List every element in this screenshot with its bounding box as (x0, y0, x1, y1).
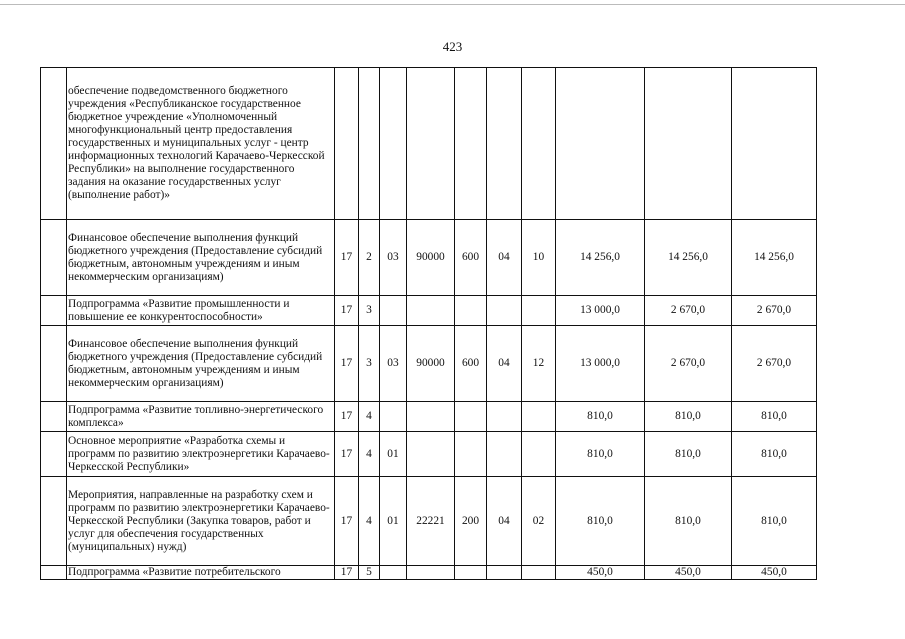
scan-edge-line (0, 4, 905, 5)
amount-year-1: 14 256,0 (556, 220, 645, 296)
code-ministry: 17 (335, 402, 359, 432)
index-cell (41, 220, 67, 296)
code-program (359, 68, 380, 220)
code-expense-type: 200 (455, 477, 487, 566)
code-program: 4 (359, 432, 380, 477)
amount-year-3: 14 256,0 (732, 220, 817, 296)
code-section: 04 (487, 326, 522, 402)
code-direction: 90000 (407, 326, 455, 402)
code-direction (407, 68, 455, 220)
code-expense-type: 600 (455, 220, 487, 296)
code-subsection: 02 (522, 477, 556, 566)
amount-year-2: 810,0 (645, 477, 732, 566)
amount-year-3: 810,0 (732, 477, 817, 566)
row-name: Основное мероприятие «Разработка схемы и программ по развитию электроэнергетики Карачаево-Черкесской Республики» (67, 432, 335, 477)
code-program: 3 (359, 326, 380, 402)
amount-year-1: 810,0 (556, 432, 645, 477)
amount-year-1: 810,0 (556, 402, 645, 432)
code-expense-type (455, 566, 487, 580)
code-section: 04 (487, 220, 522, 296)
amount-year-3: 450,0 (732, 566, 817, 580)
amount-year-1 (556, 68, 645, 220)
code-event (380, 296, 407, 326)
code-program: 4 (359, 477, 380, 566)
code-expense-type (455, 296, 487, 326)
code-direction (407, 296, 455, 326)
amount-year-3: 2 670,0 (732, 326, 817, 402)
code-ministry: 17 (335, 432, 359, 477)
code-event (380, 68, 407, 220)
row-name: Финансовое обеспечение выполнения функций бюджетного учреждения (Предоставление субсидий бюджетным, автономным учреждениям и иным некоммерческим организациям) (67, 326, 335, 402)
code-event (380, 566, 407, 580)
row-name: Подпрограмма «Развитие потребительского (67, 566, 335, 580)
code-direction (407, 402, 455, 432)
code-expense-type: 600 (455, 326, 487, 402)
code-subsection (522, 402, 556, 432)
table-row (41, 296, 817, 326)
amount-year-3: 810,0 (732, 402, 817, 432)
code-section: 04 (487, 477, 522, 566)
code-expense-type (455, 402, 487, 432)
amount-year-2: 14 256,0 (645, 220, 732, 296)
code-program: 5 (359, 566, 380, 580)
index-cell (41, 402, 67, 432)
code-program: 4 (359, 402, 380, 432)
index-cell (41, 296, 67, 326)
table-row (41, 477, 817, 566)
code-event: 01 (380, 432, 407, 477)
code-event (380, 402, 407, 432)
index-cell (41, 68, 67, 220)
table-row (41, 326, 817, 402)
table-row (41, 220, 817, 296)
code-ministry: 17 (335, 477, 359, 566)
code-subsection: 10 (522, 220, 556, 296)
table-row (41, 432, 817, 477)
budget-table (40, 67, 817, 580)
amount-year-3 (732, 68, 817, 220)
amount-year-2: 450,0 (645, 566, 732, 580)
amount-year-2 (645, 68, 732, 220)
amount-year-3: 2 670,0 (732, 296, 817, 326)
index-cell (41, 566, 67, 580)
code-section (487, 296, 522, 326)
code-program: 3 (359, 296, 380, 326)
table-row (41, 402, 817, 432)
code-ministry: 17 (335, 220, 359, 296)
row-name: обеспечение подведомственного бюджетного учреждения «Республиканское государственное бюджетное учреждение «Уполномоченный многофункциональный центр предоставления государственных и муниципальных услуг - центр информационных технологий Карачаево-Черкесской Республики» на выполнение государственного задания на оказание государственных услуг (выполнение работ)» (67, 68, 335, 220)
amount-year-1: 13 000,0 (556, 296, 645, 326)
code-direction (407, 566, 455, 580)
code-expense-type (455, 432, 487, 477)
code-section (487, 68, 522, 220)
index-cell (41, 326, 67, 402)
code-subsection: 12 (522, 326, 556, 402)
index-cell (41, 477, 67, 566)
code-subsection (522, 432, 556, 477)
row-name: Финансовое обеспечение выполнения функций бюджетного учреждения (Предоставление субсидий бюджетным, автономным учреждениям и иным некоммерческим организациям) (67, 220, 335, 296)
code-subsection (522, 296, 556, 326)
code-expense-type (455, 68, 487, 220)
amount-year-3: 810,0 (732, 432, 817, 477)
code-direction (407, 432, 455, 477)
amount-year-2: 2 670,0 (645, 326, 732, 402)
code-section (487, 402, 522, 432)
row-name: Мероприятия, направленные на разработку схем и программ по развитию электроэнергетики Карачаево-Черкесской Республики (Закупка товаров, работ и услуг для обеспечения государственных (муниципальных) нужд) (67, 477, 335, 566)
row-name: Подпрограмма «Развитие промышленности и повышение ее конкурентоспособности» (67, 296, 335, 326)
page-number: 423 (442, 39, 463, 54)
code-direction: 90000 (407, 220, 455, 296)
amount-year-1: 450,0 (556, 566, 645, 580)
code-program: 2 (359, 220, 380, 296)
code-event: 03 (380, 326, 407, 402)
code-subsection (522, 68, 556, 220)
code-section (487, 432, 522, 477)
amount-year-2: 810,0 (645, 402, 732, 432)
amount-year-2: 2 670,0 (645, 296, 732, 326)
table-row (41, 566, 817, 580)
code-ministry: 17 (335, 296, 359, 326)
code-subsection (522, 566, 556, 580)
code-event: 03 (380, 220, 407, 296)
code-ministry: 17 (335, 566, 359, 580)
code-ministry: 17 (335, 326, 359, 402)
amount-year-1: 810,0 (556, 477, 645, 566)
row-name: Подпрограмма «Развитие топливно-энергетического комплекса» (67, 402, 335, 432)
table-row (41, 68, 817, 220)
code-event: 01 (380, 477, 407, 566)
code-section (487, 566, 522, 580)
amount-year-2: 810,0 (645, 432, 732, 477)
amount-year-1: 13 000,0 (556, 326, 645, 402)
code-ministry (335, 68, 359, 220)
code-direction: 22221 (407, 477, 455, 566)
index-cell (41, 432, 67, 477)
